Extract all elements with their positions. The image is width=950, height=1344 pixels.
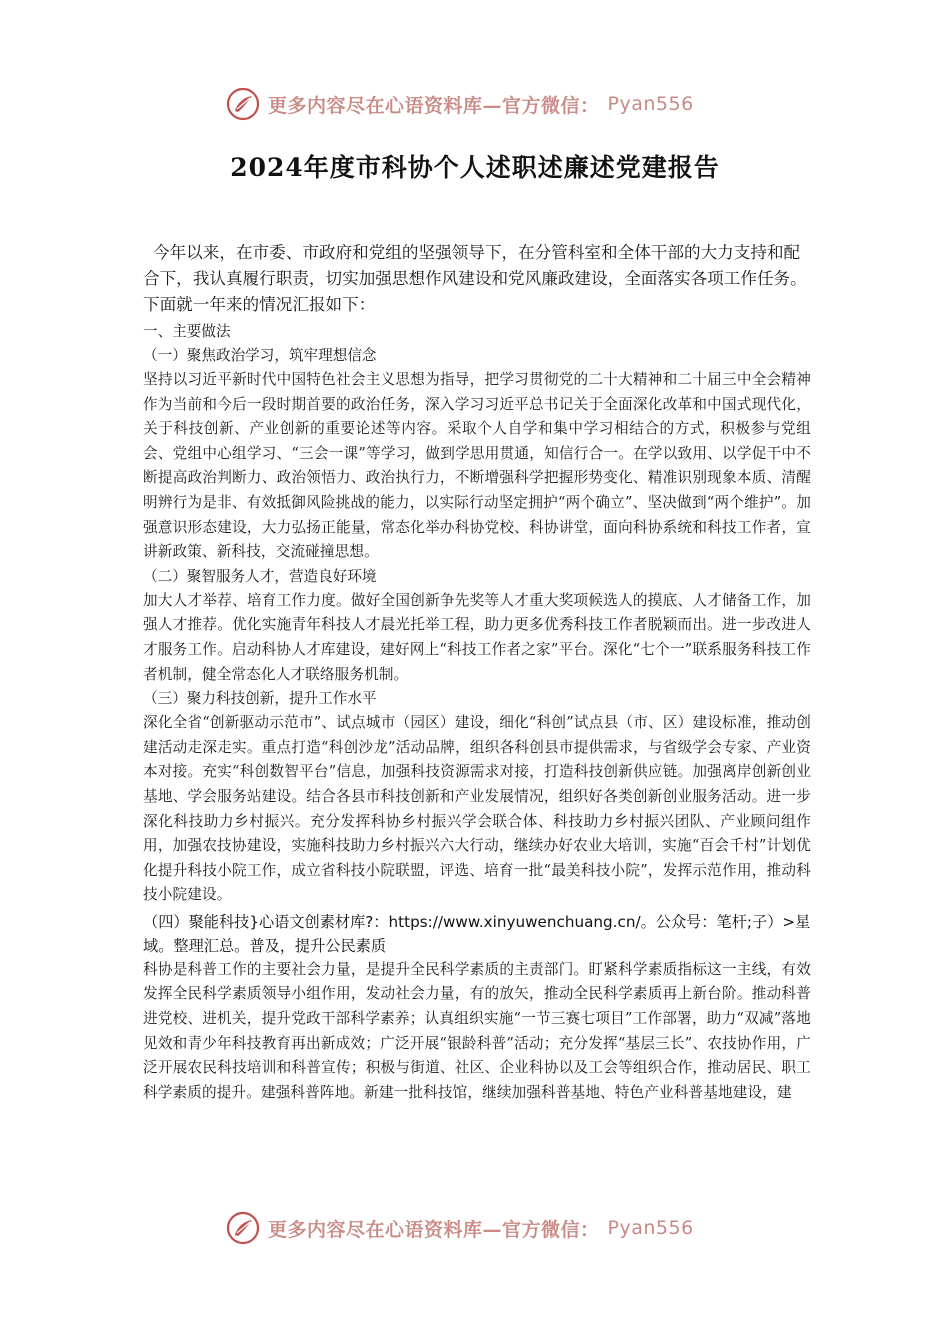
subsection-heading-3: （三）聚力科技创新，提升工作水平 [143, 690, 377, 708]
subsection-heading-2: （二）聚智服务人才，营造良好环境 [143, 567, 377, 585]
subsection-body-1: 坚持以习近平新时代中国特色社会主义思想为指导，把学习贯彻党的二十大精神和二十届三中全会精神作为当前和今后一段时期首要的政治任务，深入学习习近平总书记关于全面深化改革和中国式现代化，关于科技创新、产业创新的重要论述等内容。采取个人自学和集中学习相结合的方式，积极参与党组会、党组中心组学习、“三会一课”等学习，做到学思用贯通，知信行合一。在学以致用、以学促干中不断提高政治判断力、政治领悟力、政治执行力，不断增强科学把握形势变化、精准识别现象本质、清醒明辨行为是非、有效抵御风险挑战的能力，以实际行动坚定拥护“两个确立”、坚决做到“两个维护”。加强意识形态建设，大力弘扬正能量，常态化举办科协党校、科协讲堂，面向科协系统和科技工作者，宣讲新政策、新科技，交流碰撞思想。 [143, 371, 811, 561]
watermark-text: 更多内容尽在心语资料库—官方微信： [268, 94, 600, 117]
wechat-id: Pyan556 [607, 93, 694, 115]
watermark-banner-bottom [226, 1208, 726, 1248]
document-title: 2024年度市科协个人述职述廉述党建报告 [230, 153, 720, 182]
wechat-id: Pyan556 [607, 1217, 694, 1239]
document-body [143, 240, 811, 1105]
logo-icon [226, 87, 260, 121]
subsection-heading-1: （一）聚焦政治学习，筑牢理想信念 [143, 347, 377, 364]
subsection-body-4: 科协是科普工作的主要社会力量，是提升全民科学素质的主责部门。盯紧科学素质指标这一主线，有效发挥全民科学素质领导小组作用，发动社会力量，有的放矢，推动全民科学素质再上新台阶。推动科普进党校、进机关，提升党政干部科学素养；认真组织实施“一节三赛七项目”工作部署，助力“双减”落地见效和青少年科技教育再出新成效；广泛开展“银龄科普”活动；充分发挥“基层三长”、农技协作用，广泛开展农民科技培训和科普宣传；积极与街道、社区、企业科协以及工会等组织合作，推动居民、职工科学素质的提升。建强科普阵地。新建一批科技馆，继续加强科普基地、特色产业科普基地建设，建 [143, 960, 811, 1101]
section-heading-1: 一、主要做法 [143, 323, 231, 340]
watermark-text: 更多内容尽在心语资料库—官方微信： [268, 1218, 600, 1241]
watermark-banner-top [226, 84, 726, 124]
subsection-body-3: 深化全省“创新驱动示范市”、试点城市（园区）建设，细化“科创”试点县（市、区）建设标准，推动创建活动走深走实。重点打造“科创沙龙”活动品牌，组织各科创县市提供需求，与省级学会专家、产业资本对接。充实“科创数智平台”信息，加强科技资源需求对接，打造科技创新供应链。加强离岸创新创业基地、学会服务站建设。结合各县市科技创新和产业发展情况，组织好各类创新创业服务活动。进一步深化科技助力乡村振兴。充分发挥科协乡村振兴学会联合体、科技助力乡村振兴团队、产业顾问组作用，加强农技协建设，实施科技助力乡村振兴六大行动，继续办好农业大培训，实施“百会千村”计划优化提升科技小院工作，成立省科技小院联盟，评选、培育一批“最美科技小院”，发挥示范作用，推动科技小院建设。 [143, 714, 811, 904]
subsection-body-2: 加大人才举荐、培育工作力度。做好全国创新争先奖等人才重大奖项候选人的摸底、人才储备工作，加强人才推荐。优化实施青年科技人才晨光托举工程，助力更多优秀科技工作者脱颖而出。进一步改进人才服务工作。启动科协人才库建设，建好网上“科技工作者之家”平台。深化“七个一”联系服务科技工作者机制，健全常态化人才联络服务机制。 [143, 591, 811, 683]
subsection-heading-4: （四）聚能科技}心语文创素材库?：https://www.xinyuwenchuang.cn/。公众号：笔杆;子）>星域。整理汇总。普及，提升公民素质 [143, 912, 811, 955]
logo-icon [226, 1211, 260, 1245]
intro-paragraph: 今年以来，在市委、市政府和党组的坚强领导下，在分管科室和全体干部的大力支持和配合下，我认真履行职责，切实加强思想作风建设和党风廉政建设，全面落实各项工作任务。下面就一年来的情况汇报如下： [143, 243, 807, 314]
